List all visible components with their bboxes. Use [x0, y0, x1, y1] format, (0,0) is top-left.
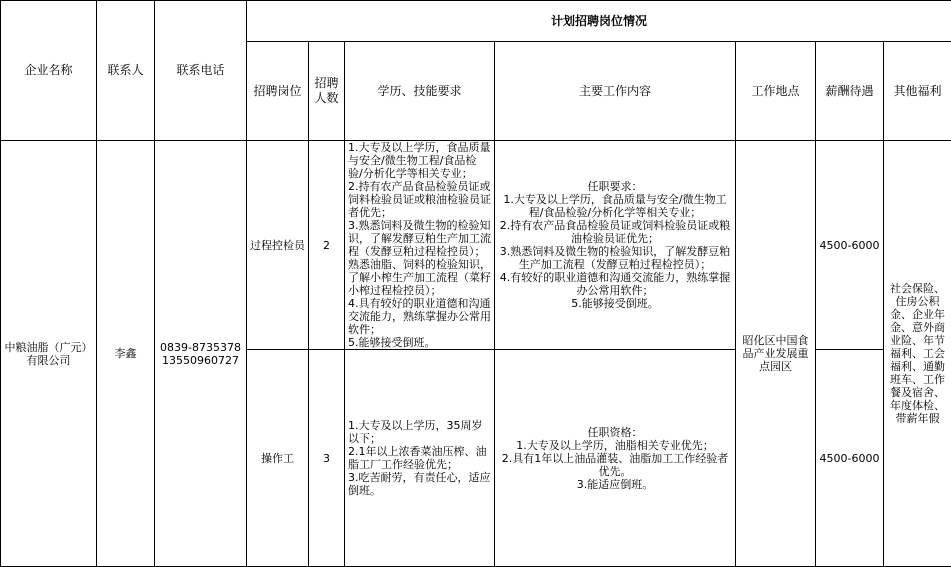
work-location: 昭化区中国食品产业发展重点园区 — [736, 141, 816, 567]
duty-item: 1.大专及以上学历，油脂相关专业优先； — [498, 439, 732, 452]
duty-item: 2.具有1年以上油品灌装、油脂加工工作经验者优先。 — [498, 452, 732, 478]
skill-item: 1.大专及以上学历，食品质量与安全/微生物工程/食品检验/分析化学等相关专业； — [348, 141, 491, 180]
duty-item: 4.有较好的职业道德和沟通交流能力，熟练掌握办公常用软件； — [498, 271, 732, 297]
company-header: 企业名称 — [1, 1, 97, 141]
plan-title: 计划招聘岗位情况 — [247, 1, 951, 42]
duties-header: 主要工作内容 — [495, 42, 736, 141]
duty-item: 2.持有农产品食品检验员证或饲料检验员证或粮油检验员证优先； — [498, 219, 732, 245]
table-row — [1, 141, 951, 350]
skill-item: 3.熟悉饲料及微生物的检验知识，了解发酵豆粕生产加工流程（发酵豆粕过程检控员）；熟悉油脂、饲料的检验知识，了解小榨生产加工流程（菜籽小榨过程检控员）； — [348, 219, 491, 297]
skill-item: 2.1年以上浓香菜油压榨、油脂工厂工作经验优先； — [348, 445, 491, 471]
job-position: 操作工 — [247, 350, 309, 567]
job-duties — [495, 141, 736, 350]
job-salary: 4500-6000 — [816, 141, 884, 350]
skill-item: 3.吃苦耐劳，有责任心，适应倒班。 — [348, 471, 491, 497]
duties-title: 任职要求： — [498, 180, 732, 193]
job-count: 2 — [309, 141, 345, 350]
skill-item: 4.具有较好的职业道德和沟通交流能力，熟练掌握办公常用软件； — [348, 297, 491, 336]
duties-title: 任职资格： — [498, 426, 732, 439]
job-count: 3 — [309, 350, 345, 567]
skill-item: 1.大专及以上学历，35周岁以下； — [348, 419, 491, 445]
duty-item: 3.熟悉饲料及微生物的检验知识，了解发酵豆粕生产加工流程（发酵豆粕过程检控员）； — [498, 245, 732, 271]
count-header: 招聘人数 — [309, 42, 345, 141]
duty-item: 1.大专及以上学历，食品质量与安全/微生物工程/食品检验/分析化学等相关专业； — [498, 193, 732, 219]
skill-item: 2.持有农产品食品检验员证或饲料检验员证或粮油检验员证者优先； — [348, 180, 491, 219]
skill-item: 5.能够接受倒班。 — [348, 336, 491, 349]
job-skills — [345, 141, 495, 350]
phone-2: 13550960727 — [158, 354, 243, 367]
location-header: 工作地点 — [736, 42, 816, 141]
contact-header: 联系人 — [97, 1, 155, 141]
company-name: 中粮油脂（广元）有限公司 — [1, 141, 97, 567]
welfare: 社会保险、住房公积金、企业年金、意外商业险、年节福利、工会福利、通勤班车、工作餐及宿舍、年度体检、带薪年假 — [884, 141, 951, 567]
duty-item: 3.能适应倒班。 — [498, 478, 732, 491]
duty-item: 5.能够接受倒班。 — [498, 297, 732, 310]
salary-header: 薪酬待遇 — [816, 42, 884, 141]
job-duties — [495, 350, 736, 567]
job-salary: 4500-6000 — [816, 350, 884, 567]
contact-phone — [155, 141, 247, 567]
phone-header: 联系电话 — [155, 1, 247, 141]
job-skills — [345, 350, 495, 567]
position-header: 招聘岗位 — [247, 42, 309, 141]
welfare-header: 其他福利 — [884, 42, 951, 141]
contact-name: 李鑫 — [97, 141, 155, 567]
phone-1: 0839-8735378 — [158, 341, 243, 354]
job-position: 过程控检员 — [247, 141, 309, 350]
skills-header: 学历、技能要求 — [345, 42, 495, 141]
